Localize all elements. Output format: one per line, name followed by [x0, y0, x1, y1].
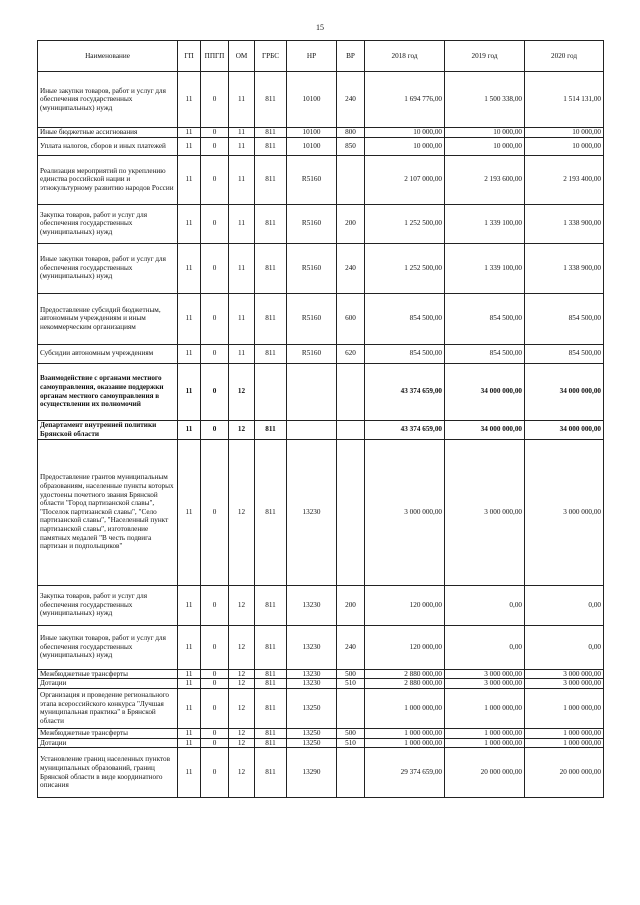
header-2018: 2018 год [365, 41, 445, 72]
table-row [38, 669, 604, 679]
header-ppgp: ППГП [201, 41, 229, 72]
table-row [38, 243, 604, 293]
row-name: Предоставление грантов муниципальным образованиям, населенные пункты которых удостоены почетного звания Брянской области "Город партизанской славы", "Поселок партизанской славы", "Село партизанской славы", "Населенный пункт партизанской славы", изготовление памятных медалей "В честь подвига партизан и подпольщиков" [38, 439, 178, 585]
row-gp: 11 [178, 72, 201, 128]
row-name: Уплата налогов, сборов и иных платежей [38, 137, 178, 155]
row-amount-2019: 2 193 600,00 [445, 155, 525, 204]
row-grbs: 811 [255, 243, 287, 293]
row-ppgp: 0 [201, 420, 229, 439]
row-amount-2020: 1 000 000,00 [525, 738, 604, 748]
row-vr: 240 [337, 72, 365, 128]
row-amount-2018: 29 374 659,00 [365, 748, 445, 798]
row-nr: 13230 [287, 679, 337, 689]
row-amount-2018: 10 000,00 [365, 137, 445, 155]
row-ppgp: 0 [201, 344, 229, 363]
row-amount-2018: 120 000,00 [365, 625, 445, 669]
row-amount-2018: 854 500,00 [365, 344, 445, 363]
row-amount-2018: 854 500,00 [365, 293, 445, 344]
row-amount-2020: 854 500,00 [525, 293, 604, 344]
row-gp: 11 [178, 137, 201, 155]
row-amount-2020: 1 514 131,00 [525, 72, 604, 128]
row-amount-2020: 3 000 000,00 [525, 669, 604, 679]
row-ppgp: 0 [201, 585, 229, 625]
row-name: Департамент внутренней политики Брянской области [38, 420, 178, 439]
row-amount-2018: 120 000,00 [365, 585, 445, 625]
row-nr: R5160 [287, 243, 337, 293]
row-ppgp: 0 [201, 688, 229, 728]
table-row [38, 128, 604, 138]
row-name: Организация и проведение регионального этапа всероссийского конкурса "Лучшая муниципальная практика" в Брянской области [38, 688, 178, 728]
row-gp: 11 [178, 748, 201, 798]
row-vr [337, 748, 365, 798]
row-nr [287, 420, 337, 439]
row-amount-2018: 1 000 000,00 [365, 728, 445, 738]
row-gp: 11 [178, 243, 201, 293]
row-ppgp: 0 [201, 137, 229, 155]
row-amount-2020: 1 000 000,00 [525, 688, 604, 728]
row-name: Межбюджетные трансферты [38, 669, 178, 679]
row-grbs: 811 [255, 669, 287, 679]
row-vr: 510 [337, 738, 365, 748]
row-nr [287, 363, 337, 420]
row-grbs: 811 [255, 738, 287, 748]
row-om: 12 [229, 420, 255, 439]
row-amount-2020: 34 000 000,00 [525, 363, 604, 420]
table-row [38, 679, 604, 689]
row-name: Иные закупки товаров, работ и услуг для обеспечения государственных (муниципальных) нужд [38, 625, 178, 669]
row-grbs: 811 [255, 688, 287, 728]
row-grbs: 811 [255, 137, 287, 155]
row-gp: 11 [178, 363, 201, 420]
row-grbs: 811 [255, 679, 287, 689]
row-nr: 10100 [287, 137, 337, 155]
row-vr [337, 363, 365, 420]
row-ppgp: 0 [201, 748, 229, 798]
row-name: Реализация мероприятий по укреплению единства российской нации и этнокультурному развитию народов России [38, 155, 178, 204]
row-ppgp: 0 [201, 128, 229, 138]
header-row [38, 41, 604, 72]
row-amount-2019: 1 000 000,00 [445, 738, 525, 748]
row-om: 12 [229, 679, 255, 689]
row-ppgp: 0 [201, 625, 229, 669]
row-om: 11 [229, 344, 255, 363]
row-vr: 240 [337, 243, 365, 293]
row-ppgp: 0 [201, 728, 229, 738]
table-row [38, 293, 604, 344]
row-amount-2020: 1 338 900,00 [525, 204, 604, 243]
row-nr: R5160 [287, 155, 337, 204]
row-vr [337, 688, 365, 728]
row-gp: 11 [178, 204, 201, 243]
row-ppgp: 0 [201, 738, 229, 748]
row-om: 11 [229, 204, 255, 243]
row-om: 12 [229, 363, 255, 420]
table-row [38, 625, 604, 669]
row-om: 11 [229, 137, 255, 155]
row-ppgp: 0 [201, 293, 229, 344]
row-vr [337, 439, 365, 585]
page-number: 15 [316, 23, 324, 32]
row-om: 12 [229, 585, 255, 625]
row-ppgp: 0 [201, 155, 229, 204]
row-grbs [255, 363, 287, 420]
row-grbs: 811 [255, 625, 287, 669]
row-ppgp: 0 [201, 243, 229, 293]
row-gp: 11 [178, 738, 201, 748]
row-gp: 11 [178, 155, 201, 204]
row-name: Установление границ населенных пунктов муниципальных образований, границ Брянской области в виде координатного описания [38, 748, 178, 798]
header-gp: ГП [178, 41, 201, 72]
table-row [38, 728, 604, 738]
row-om: 11 [229, 293, 255, 344]
row-om: 12 [229, 439, 255, 585]
row-vr: 510 [337, 679, 365, 689]
row-amount-2020: 854 500,00 [525, 344, 604, 363]
row-name: Иные закупки товаров, работ и услуг для обеспечения государственных (муниципальных) нужд [38, 243, 178, 293]
row-nr: R5160 [287, 293, 337, 344]
row-om: 11 [229, 243, 255, 293]
row-vr: 850 [337, 137, 365, 155]
row-amount-2019: 10 000,00 [445, 128, 525, 138]
row-ppgp: 0 [201, 669, 229, 679]
row-gp: 11 [178, 439, 201, 585]
row-nr: 13230 [287, 669, 337, 679]
budget-table [37, 40, 604, 798]
row-nr: R5160 [287, 204, 337, 243]
row-gp: 11 [178, 688, 201, 728]
row-amount-2020: 10 000,00 [525, 128, 604, 138]
row-vr: 200 [337, 585, 365, 625]
row-amount-2019: 0,00 [445, 625, 525, 669]
row-name: Предоставление субсидий бюджетным, автономным учреждениям и иным некоммерческим организациям [38, 293, 178, 344]
header-grbs: ГРБС [255, 41, 287, 72]
row-amount-2019: 20 000 000,00 [445, 748, 525, 798]
row-om: 11 [229, 128, 255, 138]
row-om: 11 [229, 72, 255, 128]
row-gp: 11 [178, 420, 201, 439]
row-amount-2018: 3 000 000,00 [365, 439, 445, 585]
row-name: Закупка товаров, работ и услуг для обеспечения государственных (муниципальных) нужд [38, 204, 178, 243]
row-vr: 500 [337, 728, 365, 738]
row-nr: R5160 [287, 344, 337, 363]
row-name: Субсидии автономным учреждениям [38, 344, 178, 363]
row-amount-2020: 0,00 [525, 625, 604, 669]
row-amount-2019: 3 000 000,00 [445, 669, 525, 679]
row-vr: 600 [337, 293, 365, 344]
row-amount-2019: 3 000 000,00 [445, 679, 525, 689]
row-grbs: 811 [255, 293, 287, 344]
row-amount-2019: 1 339 100,00 [445, 204, 525, 243]
row-amount-2019: 34 000 000,00 [445, 420, 525, 439]
row-ppgp: 0 [201, 72, 229, 128]
row-amount-2019: 1 500 338,00 [445, 72, 525, 128]
row-grbs: 811 [255, 585, 287, 625]
row-nr: 13290 [287, 748, 337, 798]
row-amount-2020: 3 000 000,00 [525, 679, 604, 689]
row-ppgp: 0 [201, 679, 229, 689]
row-grbs: 811 [255, 728, 287, 738]
row-amount-2020: 0,00 [525, 585, 604, 625]
row-grbs: 811 [255, 344, 287, 363]
row-om: 12 [229, 669, 255, 679]
row-grbs: 811 [255, 155, 287, 204]
header-om: ОМ [229, 41, 255, 72]
row-amount-2018: 1 000 000,00 [365, 688, 445, 728]
table-row [38, 137, 604, 155]
row-gp: 11 [178, 293, 201, 344]
row-amount-2020: 34 000 000,00 [525, 420, 604, 439]
row-amount-2020: 1 338 900,00 [525, 243, 604, 293]
row-gp: 11 [178, 728, 201, 738]
row-gp: 11 [178, 344, 201, 363]
header-2019: 2019 год [445, 41, 525, 72]
row-vr: 500 [337, 669, 365, 679]
row-ppgp: 0 [201, 204, 229, 243]
table-row [38, 155, 604, 204]
row-amount-2018: 1 252 500,00 [365, 243, 445, 293]
row-om: 12 [229, 625, 255, 669]
row-grbs: 811 [255, 128, 287, 138]
row-name: Иные бюджетные ассигнования [38, 128, 178, 138]
row-amount-2020: 3 000 000,00 [525, 439, 604, 585]
row-nr: 13250 [287, 728, 337, 738]
row-amount-2019: 0,00 [445, 585, 525, 625]
header-nr: НР [287, 41, 337, 72]
row-nr: 13230 [287, 585, 337, 625]
row-vr: 800 [337, 128, 365, 138]
table-row [38, 738, 604, 748]
row-gp: 11 [178, 679, 201, 689]
row-amount-2019: 3 000 000,00 [445, 439, 525, 585]
row-amount-2019: 1 000 000,00 [445, 688, 525, 728]
table-row [38, 72, 604, 128]
row-gp: 11 [178, 128, 201, 138]
row-nr: 10100 [287, 72, 337, 128]
row-amount-2018: 10 000,00 [365, 128, 445, 138]
row-vr: 240 [337, 625, 365, 669]
row-ppgp: 0 [201, 363, 229, 420]
row-om: 12 [229, 728, 255, 738]
row-nr: 13230 [287, 625, 337, 669]
row-amount-2018: 2 880 000,00 [365, 679, 445, 689]
row-gp: 11 [178, 669, 201, 679]
row-name: Межбюджетные трансферты [38, 728, 178, 738]
row-vr [337, 420, 365, 439]
row-amount-2018: 1 694 776,00 [365, 72, 445, 128]
row-vr: 200 [337, 204, 365, 243]
row-amount-2018: 43 374 659,00 [365, 363, 445, 420]
row-amount-2020: 20 000 000,00 [525, 748, 604, 798]
row-amount-2018: 43 374 659,00 [365, 420, 445, 439]
row-gp: 11 [178, 585, 201, 625]
row-name: Иные закупки товаров, работ и услуг для обеспечения государственных (муниципальных) нужд [38, 72, 178, 128]
row-amount-2020: 10 000,00 [525, 137, 604, 155]
row-om: 12 [229, 738, 255, 748]
table-row [38, 344, 604, 363]
row-vr: 620 [337, 344, 365, 363]
row-name: Взаимодействие с органами местного самоуправления, оказание поддержки органам местного самоуправления в осуществлении их полномочий [38, 363, 178, 420]
table-row [38, 688, 604, 728]
row-gp: 11 [178, 625, 201, 669]
row-grbs: 811 [255, 420, 287, 439]
table-row [38, 204, 604, 243]
row-amount-2019: 10 000,00 [445, 137, 525, 155]
row-nr: 13250 [287, 688, 337, 728]
row-amount-2018: 2 107 000,00 [365, 155, 445, 204]
row-om: 12 [229, 688, 255, 728]
row-grbs: 811 [255, 748, 287, 798]
row-amount-2019: 1 000 000,00 [445, 728, 525, 738]
row-amount-2020: 2 193 400,00 [525, 155, 604, 204]
row-amount-2019: 854 500,00 [445, 344, 525, 363]
row-grbs: 811 [255, 439, 287, 585]
header-vr: ВР [337, 41, 365, 72]
row-amount-2019: 854 500,00 [445, 293, 525, 344]
row-name: Дотации [38, 679, 178, 689]
row-nr: 13250 [287, 738, 337, 748]
row-om: 12 [229, 748, 255, 798]
row-grbs: 811 [255, 72, 287, 128]
row-amount-2019: 1 339 100,00 [445, 243, 525, 293]
table-row [38, 420, 604, 439]
row-amount-2018: 1 252 500,00 [365, 204, 445, 243]
row-amount-2019: 34 000 000,00 [445, 363, 525, 420]
row-grbs: 811 [255, 204, 287, 243]
row-amount-2018: 1 000 000,00 [365, 738, 445, 748]
row-amount-2018: 2 880 000,00 [365, 669, 445, 679]
row-amount-2020: 1 000 000,00 [525, 728, 604, 738]
table-row [38, 585, 604, 625]
row-nr: 10100 [287, 128, 337, 138]
row-om: 11 [229, 155, 255, 204]
row-nr: 13230 [287, 439, 337, 585]
row-vr [337, 155, 365, 204]
row-name: Закупка товаров, работ и услуг для обеспечения государственных (муниципальных) нужд [38, 585, 178, 625]
row-ppgp: 0 [201, 439, 229, 585]
table-row [38, 363, 604, 420]
row-name: Дотации [38, 738, 178, 748]
header-2020: 2020 год [525, 41, 604, 72]
table-row [38, 748, 604, 798]
header-name: Наименование [38, 41, 178, 72]
table-row [38, 439, 604, 585]
